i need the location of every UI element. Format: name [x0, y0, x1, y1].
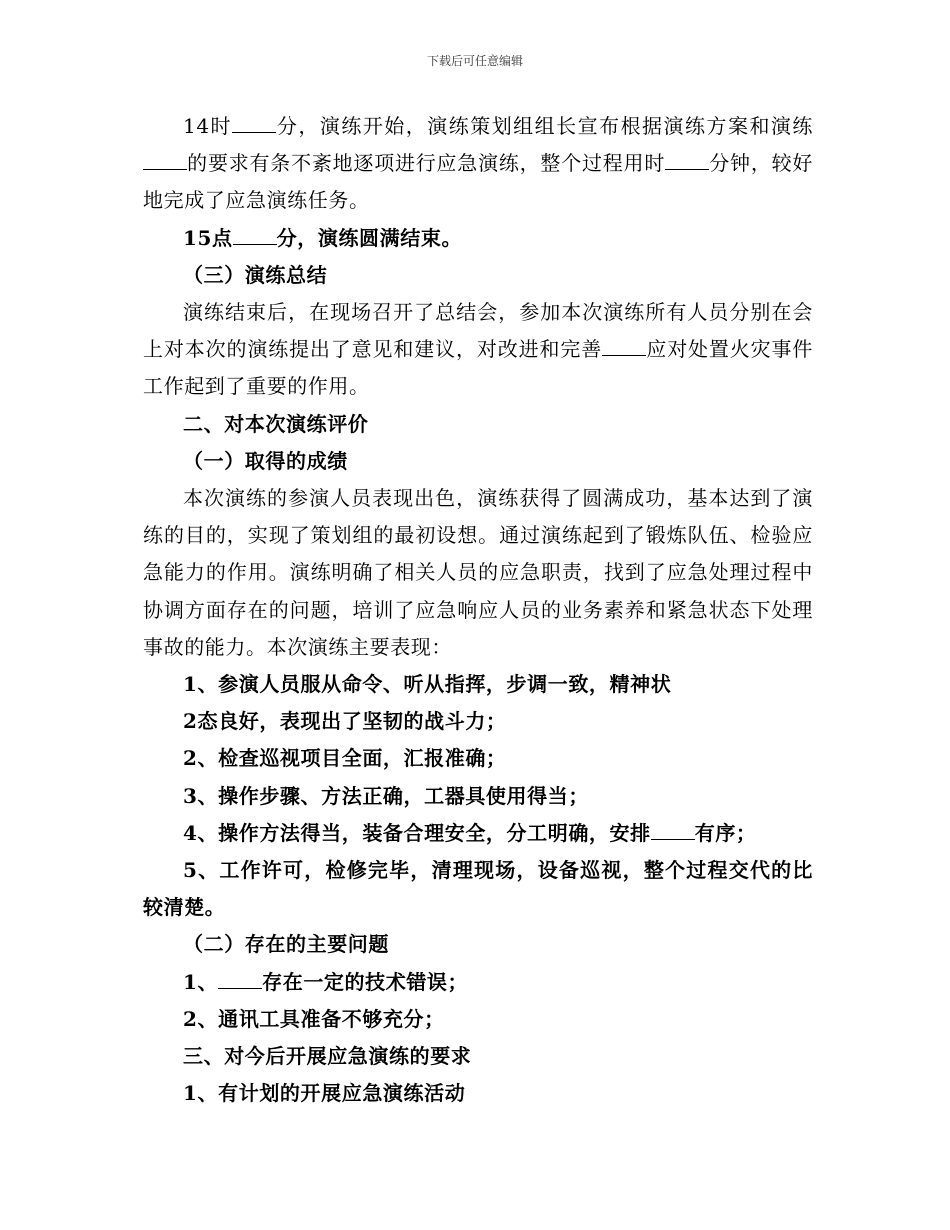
list-item-1-continued: 2态良好，表现出了坚韧的战斗力； — [183, 709, 507, 734]
problem-item-2: 2、通讯工具准备不够充分； — [183, 1006, 445, 1031]
section-heading-problems: （二）存在的主要问题 — [183, 932, 389, 957]
section-heading-requirements: 三、对今后开展应急演练的要求 — [183, 1044, 472, 1069]
paragraph-achievements: 本次演练的参演人员表现出色，演练获得了圆满成功，基本达到了演练的目的，实现了策划组的最初设想。通过演练起到了锻炼队伍、检验应急能力的作用。演练明确了相关人员的应急职责，找到了应急处理过程中协调方面存在的问题，培训了应急响应人员的业务素养和紧急状态下处理事故的能力。本次演练主要表现： — [143, 486, 813, 659]
requirement-item-1: 1、有计划的开展应急演练活动 — [183, 1081, 466, 1106]
list-item-3: 3、操作步骤、方法正确，工器具使用得当； — [183, 783, 589, 808]
paragraph-drill-start: 14时 分，演练开始，演练策划组组长宣布根据演练方案和演练的要求有条不紊地逐项进行应急演练，整个过程用时 分钟，较好地完成了应急演练任务。 — [143, 114, 814, 213]
blank-field — [602, 337, 646, 356]
blank-field — [232, 114, 276, 133]
page-header: 下载后可任意编辑 — [426, 54, 523, 68]
list-item-1: 1、参演人员服从命令、听从指挥，步调一致，精神状 — [183, 672, 672, 697]
section-heading-evaluation: 二、对本次演练评价 — [183, 411, 369, 436]
section-heading-achievements: （一）取得的成绩 — [183, 448, 348, 473]
blank-field — [651, 821, 695, 840]
blank-field — [218, 970, 262, 989]
document-body — [143, 108, 813, 1112]
paragraph-drill-end: 15点 分，演练圆满结束。 — [183, 225, 463, 250]
section-heading-summary: （三）演练总结 — [183, 262, 328, 287]
list-item-4: 4、操作方法得当，装备合理安全，分工明确，安排 有序； — [183, 820, 757, 845]
blank-field — [143, 151, 187, 170]
problem-item-1: 1、 存在一定的技术错误； — [183, 969, 469, 994]
paragraph-summary: 演练结束后，在现场召开了总结会，参加本次演练所有人员分别在会上对本次的演练提出了意见和建议，对改进和完善 应对处置火灾事件工作起到了重要的作用。 — [143, 300, 813, 399]
blank-field — [665, 151, 709, 170]
list-item-5: 5、工作许可，检修完毕，清理现场，设备巡视，整个过程交代的比较清楚。 — [143, 858, 813, 920]
blank-field — [233, 226, 277, 245]
list-item-2: 2、检查巡视项目全面，汇报准确； — [183, 746, 507, 771]
